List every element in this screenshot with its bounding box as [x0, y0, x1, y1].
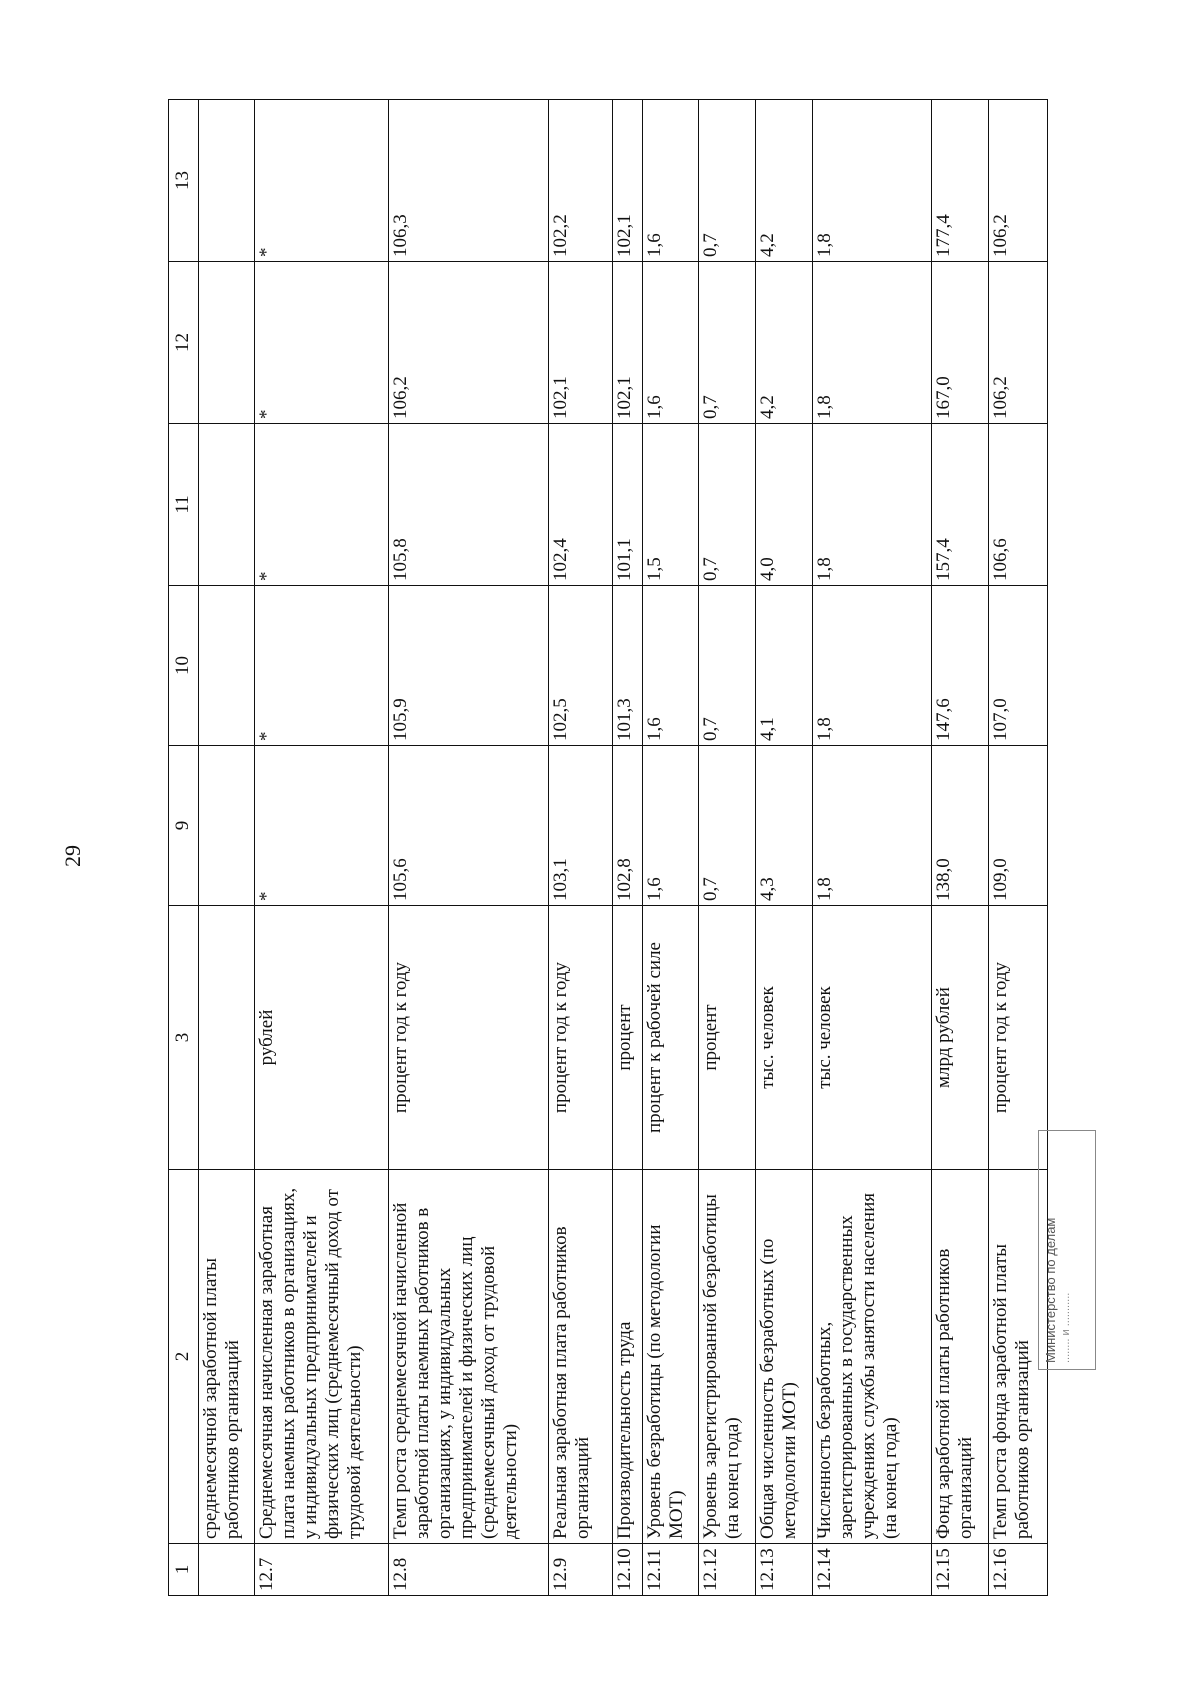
page-number: 29 [60, 845, 85, 867]
table-row [549, 100, 613, 1596]
value-cell: 1,8 [812, 746, 931, 906]
header-cell: 13 [169, 100, 199, 262]
value-cell: * [254, 586, 388, 746]
value-cell: 102,1 [549, 262, 613, 424]
row-number: 12.14 [812, 1544, 931, 1596]
value-cell: 106,2 [988, 100, 1047, 262]
unit-cell: процент год к году [549, 906, 613, 1170]
value-cell: 4,2 [755, 262, 812, 424]
value-cell: 0,7 [698, 746, 755, 906]
row-number: 12.15 [931, 1544, 988, 1596]
registration-stamp [1038, 1130, 1106, 1370]
header-cell: 2 [169, 1170, 199, 1544]
value-cell: 0,7 [698, 262, 755, 424]
indicator-name: Численность безработных, зарегистрированных в государственных учреждениях службы занятости населения (на конец года) [812, 1170, 931, 1544]
indicator-name: Уровень зарегистрированной безработицы (на конец года) [698, 1170, 755, 1544]
row-number: 12.7 [254, 1544, 388, 1596]
value-cell: * [254, 424, 388, 586]
value-cell: 177,4 [931, 100, 988, 262]
row-number: 12.10 [613, 1544, 643, 1596]
unit-cell: процент [613, 906, 643, 1170]
indicator-name: Темп роста фонда заработной платы работников организаций [988, 1170, 1047, 1544]
value-cell: 0,7 [698, 586, 755, 746]
table-row [812, 100, 931, 1596]
indicator-name: Общая численность безработных (по методологии МОТ) [755, 1170, 812, 1544]
indicators-table [168, 99, 1048, 1596]
indicator-name: Уровень безработицы (по методологии МОТ) [642, 1170, 698, 1544]
value-cell: * [254, 262, 388, 424]
value-cell: 138,0 [931, 746, 988, 906]
value-cell: 102,1 [613, 262, 643, 424]
indicator-name: среднемесячной заработной платы работников организаций [198, 1170, 254, 1544]
value-cell: 106,6 [988, 424, 1047, 586]
unit-cell: процент год к году [388, 906, 548, 1170]
table-row [613, 100, 643, 1596]
value-cell: 1,8 [812, 100, 931, 262]
value-cell: 101,3 [613, 586, 643, 746]
row-number: 12.11 [642, 1544, 698, 1596]
value-cell: * [254, 100, 388, 262]
value-cell: 106,2 [988, 262, 1047, 424]
value-cell: 1,5 [642, 424, 698, 586]
value-cell: 4,1 [755, 586, 812, 746]
table-row [988, 100, 1047, 1596]
value-cell: 105,6 [388, 746, 548, 906]
header-cell: 12 [169, 262, 199, 424]
value-cell: 102,2 [549, 100, 613, 262]
value-cell: 4,0 [755, 424, 812, 586]
value-cell: 105,9 [388, 586, 548, 746]
header-cell: 9 [169, 746, 199, 906]
row-number: 12.9 [549, 1544, 613, 1596]
row-number: 12.13 [755, 1544, 812, 1596]
table-row [388, 100, 548, 1596]
value-cell: 157,4 [931, 424, 988, 586]
value-cell: 0,7 [698, 100, 755, 262]
value-cell: 105,8 [388, 424, 548, 586]
row-number: 12.12 [698, 1544, 755, 1596]
header-cell: 1 [169, 1544, 199, 1596]
value-cell [198, 100, 254, 262]
table-header-row [169, 100, 199, 1596]
table-container [168, 100, 1048, 1596]
value-cell: 102,1 [613, 100, 643, 262]
value-cell: * [254, 746, 388, 906]
unit-cell [198, 906, 254, 1170]
value-cell: 102,5 [549, 586, 613, 746]
unit-cell: процент к рабочей силе [642, 906, 698, 1170]
table-row [198, 100, 254, 1596]
value-cell: 106,3 [388, 100, 548, 262]
unit-cell: тыс. человек [812, 906, 931, 1170]
value-cell: 1,6 [642, 262, 698, 424]
value-cell: 4,2 [755, 100, 812, 262]
table-row [642, 100, 698, 1596]
value-cell: 102,4 [549, 424, 613, 586]
value-cell: 1,8 [812, 424, 931, 586]
indicator-name: Производительность труда [613, 1170, 643, 1544]
value-cell: 103,1 [549, 746, 613, 906]
value-cell: 0,7 [698, 424, 755, 586]
indicator-name: Среднемесячная начисленная заработная плата наемных работников в организациях, у индивидуальных предпринимателей и физических лиц (среднемесячный доход от трудовой деятельности) [254, 1170, 388, 1544]
value-cell: 107,0 [988, 586, 1047, 746]
indicator-name: Фонд заработной платы работников организаций [931, 1170, 988, 1544]
value-cell: 4,3 [755, 746, 812, 906]
table-row [755, 100, 812, 1596]
header-cell: 11 [169, 424, 199, 586]
stamp-text: Министерство по делам [1043, 1217, 1058, 1363]
stamp-text-faded: ........ и ........... [1060, 1292, 1072, 1363]
table-row [254, 100, 388, 1596]
row-number [198, 1544, 254, 1596]
header-cell: 10 [169, 586, 199, 746]
value-cell: 1,8 [812, 262, 931, 424]
unit-cell: процент [698, 906, 755, 1170]
table-row [698, 100, 755, 1596]
value-cell: 1,6 [642, 746, 698, 906]
value-cell: 1,8 [812, 586, 931, 746]
unit-cell: тыс. человек [755, 906, 812, 1170]
value-cell: 102,8 [613, 746, 643, 906]
value-cell: 101,1 [613, 424, 643, 586]
value-cell: 147,6 [931, 586, 988, 746]
value-cell: 1,6 [642, 100, 698, 262]
value-cell: 106,2 [388, 262, 548, 424]
value-cell [198, 424, 254, 586]
row-number: 12.16 [988, 1544, 1047, 1596]
indicator-name: Реальная заработная плата работников организаций [549, 1170, 613, 1544]
row-number: 12.8 [388, 1544, 548, 1596]
value-cell [198, 262, 254, 424]
stamp-frame [1038, 1130, 1096, 1370]
value-cell [198, 746, 254, 906]
table-body [169, 100, 1048, 1596]
unit-cell: млрд рублей [931, 906, 988, 1170]
table-row [931, 100, 988, 1596]
value-cell: 167,0 [931, 262, 988, 424]
indicator-name: Темп роста среднемесячной начисленной заработной платы наемных работников в организациях, у индивидуальных предпринимателей и физических лиц (среднемесячный доход от трудовой деятельности) [388, 1170, 548, 1544]
value-cell: 1,6 [642, 586, 698, 746]
value-cell: 109,0 [988, 746, 1047, 906]
header-cell: 3 [169, 906, 199, 1170]
unit-cell: рублей [254, 906, 388, 1170]
unit-cell: процент год к году [988, 906, 1047, 1170]
value-cell [198, 586, 254, 746]
